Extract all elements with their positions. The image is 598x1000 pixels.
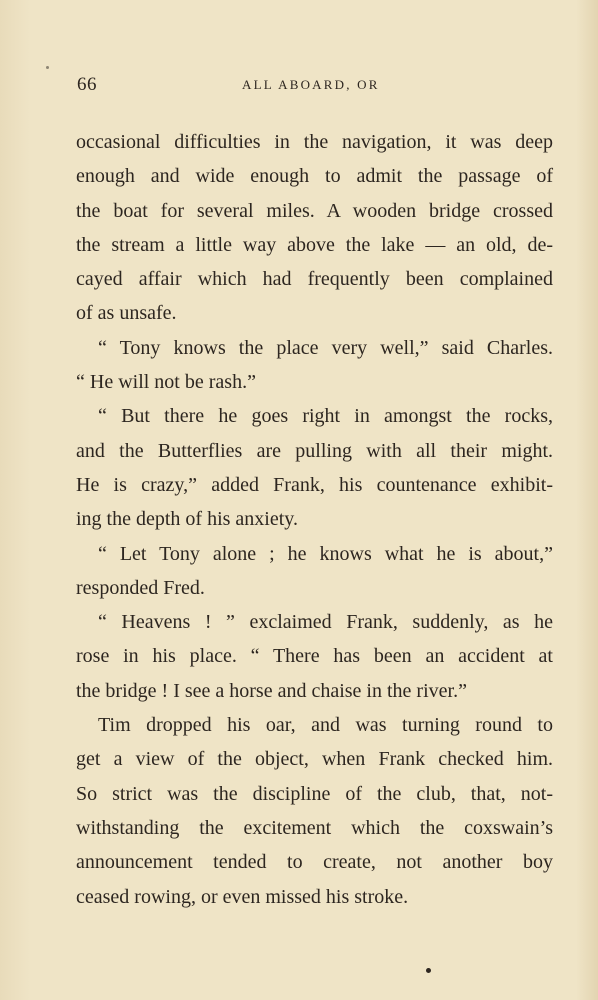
- text-line: the bridge ! I see a horse and chaise in the river.”: [76, 679, 467, 702]
- text-line: the stream a little way above the lake — an old, de-: [76, 233, 553, 256]
- ink-speck: [46, 66, 49, 69]
- text-line: cayed affair which had frequently been complained: [76, 268, 553, 291]
- text-line: announcement tended to create, not another boy: [76, 851, 553, 874]
- text-line: the boat for several miles. A wooden bridge crossed: [76, 199, 553, 222]
- ink-speck: [426, 968, 431, 973]
- text-line: withstanding the excitement which the coxswain’s: [76, 816, 553, 839]
- text-line: He is crazy,” added Frank, his countenance exhibit-: [76, 473, 553, 496]
- text-line: “ He will not be rash.”: [76, 371, 256, 394]
- body-text: [76, 125, 553, 914]
- page-header: [77, 74, 552, 98]
- text-line: “ But there he goes right in amongst the rocks,: [98, 405, 553, 428]
- text-line: occasional difficulties in the navigation, it was deep: [76, 131, 553, 153]
- text-line: get a view of the object, when Frank checked him.: [76, 748, 553, 771]
- text-line: and the Butterflies are pulling with all their might.: [76, 439, 553, 462]
- text-line: “ Let Tony alone ; he knows what he is about,”: [98, 542, 553, 565]
- page-number: 66: [77, 74, 97, 95]
- running-head: ALL ABOARD, OR: [242, 77, 380, 92]
- text-line: “ Tony knows the place very well,” said Charles.: [98, 336, 553, 359]
- text-line: ing the depth of his anxiety.: [76, 508, 298, 531]
- text-line: So strict was the discipline of the club, that, not-: [76, 782, 553, 805]
- text-line: responded Fred.: [76, 576, 205, 599]
- text-line: rose in his place. “ There has been an accident at: [76, 645, 553, 668]
- text-line: enough and wide enough to admit the passage of: [76, 165, 553, 188]
- text-line: of as unsafe.: [76, 302, 177, 325]
- text-line: “ Heavens ! ” exclaimed Frank, suddenly, as he: [98, 611, 553, 634]
- text-line: Tim dropped his oar, and was turning round to: [98, 714, 553, 737]
- text-line: ceased rowing, or even missed his stroke.: [76, 885, 409, 908]
